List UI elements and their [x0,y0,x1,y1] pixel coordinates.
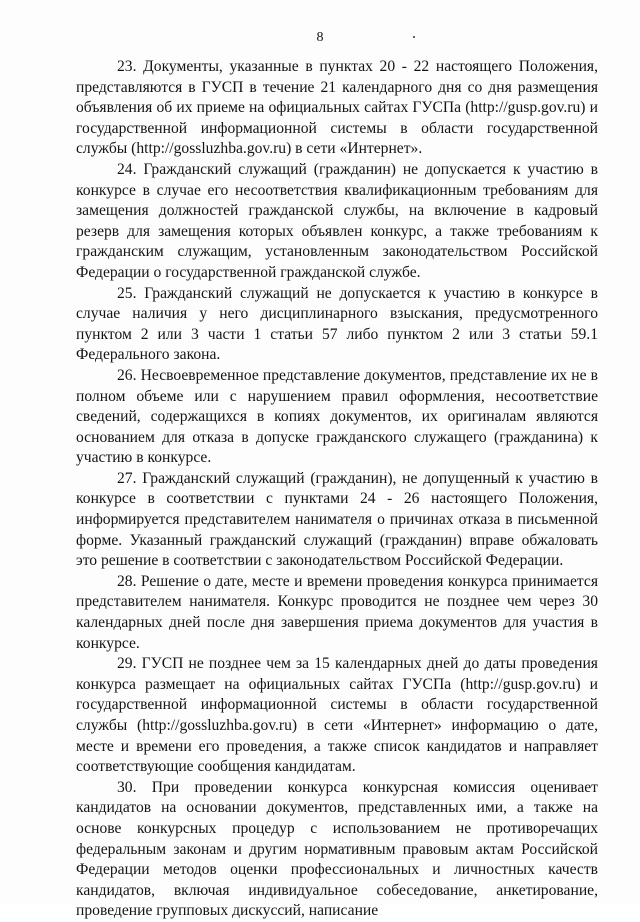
paragraph-23: 23. Документы, указанные в пунктах 20 - 22 настоящего Положения, представляются в ГУСП в течение 21 календарного дня со дня размещения объявления об их приеме на официальных сайтах ГУСПа (http://gusp.gov.ru) и государственной информационной системы в области государственной службы (http://gossluzhba.gov.ru) в сети «Интернет». [76,58,598,158]
page-number: 8 [316,30,324,45]
scan-speck [413,36,415,38]
paragraph-28: 28. Решение о дате, месте и времени проведения конкурса принимается представителем нанимателя. Конкурс проводится не позднее чем через 30 календарных дней после дня завершения приема документов для участия в конкурсе. [76,572,598,652]
paragraph-29: 29. ГУСП не позднее чем за 15 календарных дней до даты проведения конкурса размещает на официальных сайтах ГУСПа (http://gusp.gov.ru) и государственной информационной системы в области государственной службы (http://gossluzhba.gov.ru) в сети «Интернет» информацию о дате, месте и времени его проведения, а также список кандидатов и направляет соответствующие сообщения кандидатам. [76,655,598,776]
paragraph-25: 25. Гражданский служащий не допускается к участию в конкурсе в случае наличия у него дисциплинарного взыскания, предусмотренного пунктом 2 или 3 части 1 статьи 57 либо пунктом 2 или 3 статьи 59.1 Федерального закона. [76,284,598,364]
paragraph-26: 26. Несвоевременное представление документов, представление их не в полном объеме или с нарушением правил оформления, несоответствие сведений, содержащихся в копиях документов, их оригиналам являются основанием для отказа в допуске гражданского служащего (гражданина) к участию в конкурсе. [76,366,598,467]
paragraph-30: 30. При проведении конкурса конкурсная комиссия оценивает кандидатов на основании документов, представленных ими, а также на основе конкурсных процедур с использованием не противоречащих федеральным законам и другим нормативным правовым актам Российской Федерации методов оценки профессиональных и личностных качеств кандидатов, включая индивидуальное собеседование, анкетирование, проведение групповых дискуссий, написание [76,778,598,920]
paragraph-24: 24. Гражданский служащий (гражданин) не допускается к участию в конкурсе в случае его несоответствия квалификационным требованиям для замещения должностей гражданской службы, на включение в кадровый резерв для замещения которых объявлен конкурс, а также требованиям к гражданским служащим, установленным законодательством Российской Федерации о государственной гражданской службе. [76,160,598,281]
document-body [76,57,598,922]
paragraph-27: 27. Гражданский служащий (гражданин), не допущенный к участию в конкурсе в соответствии с пунктами 24 - 26 настоящего Положения, информируется представителем нанимателя о причинах отказа в письменной форме. Указанный гражданский служащий (гражданин) вправе обжаловать это решение в соответствии с законодательством Российской Федерации. [76,469,598,570]
